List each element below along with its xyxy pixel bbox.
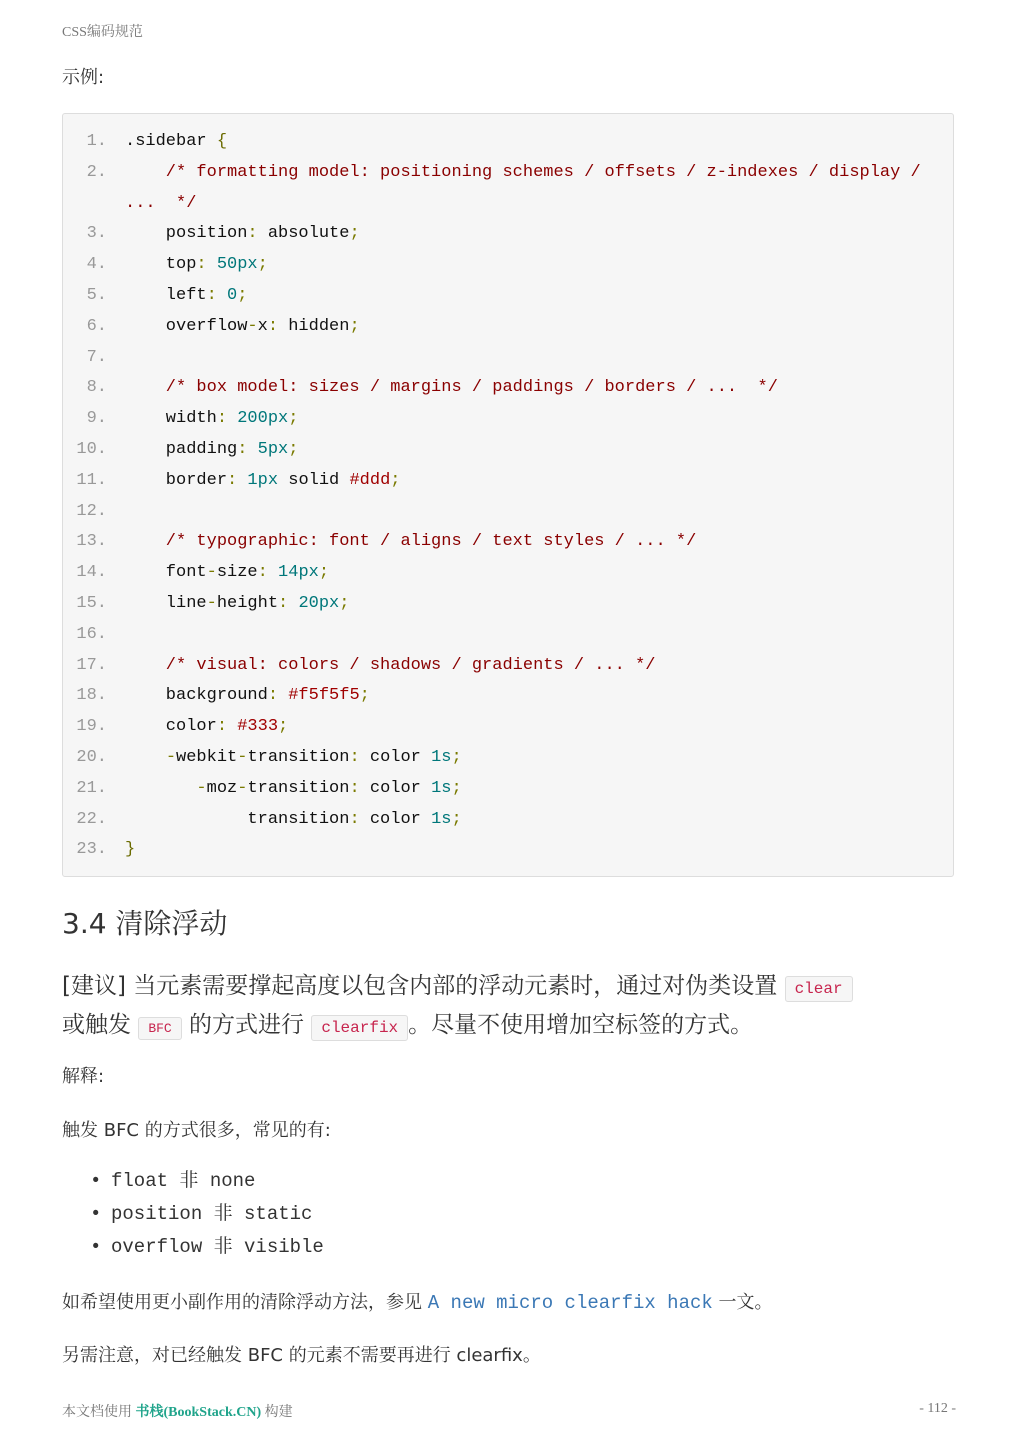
code-token: ; xyxy=(359,686,370,706)
code-line xyxy=(63,650,953,681)
code-token: transition xyxy=(247,778,350,798)
code-token: 1px xyxy=(237,470,279,490)
reference-paragraph xyxy=(62,1288,773,1314)
example-label: 示例: xyxy=(62,67,105,88)
code-token: height xyxy=(216,594,279,613)
code-text xyxy=(125,188,196,219)
code-token xyxy=(125,748,166,767)
code-token: /* visual: colors / shadows / gradients / ... */ xyxy=(125,655,656,675)
code-token: : xyxy=(237,440,248,459)
code-token: ; xyxy=(349,224,360,244)
reference-text: 如希望使用更小副作用的清除浮动方法，参见 xyxy=(62,1292,428,1313)
line-number: 16. xyxy=(76,624,107,644)
code-token: ; xyxy=(451,778,462,798)
code-token: : xyxy=(247,224,258,244)
code-line xyxy=(63,588,953,619)
micro-clearfix-link[interactable]: A new micro clearfix hack xyxy=(427,1292,713,1314)
code-text xyxy=(125,650,656,681)
code-token: line xyxy=(125,594,207,613)
code-token: ... */ xyxy=(125,193,197,213)
code-line xyxy=(63,126,953,157)
code-token: /* box model: sizes / margins / paddings / borders / ... */ xyxy=(125,378,778,398)
code-line xyxy=(63,372,953,403)
section-title: 3.4 清除浮动 xyxy=(62,907,228,940)
list-item: • overflow 非 visible xyxy=(62,1234,324,1267)
code-token: { xyxy=(216,132,228,151)
code-token: : xyxy=(216,717,228,737)
code-token: /* typographic: font / aligns / text styles / ... */ xyxy=(125,532,697,552)
code-token: ; xyxy=(318,563,330,583)
line-number: 3. xyxy=(86,224,107,244)
code-token: solid xyxy=(278,470,350,490)
line-number: 14. xyxy=(76,563,107,583)
code-line xyxy=(63,557,953,588)
note-paragraph: 另需注意，对已经触发 BFC 的元素不需要再进行 clearfix。 xyxy=(62,1345,541,1366)
code-token: : xyxy=(349,809,360,829)
footer-text: 本文档使用 xyxy=(62,1405,136,1420)
code-token: ; xyxy=(451,809,462,829)
list-item: • float 非 none xyxy=(62,1168,324,1201)
code-token: ; xyxy=(288,409,299,429)
code-line xyxy=(63,403,953,434)
code-line xyxy=(63,280,953,311)
line-number: 7. xyxy=(86,347,107,367)
code-token: : xyxy=(278,594,289,613)
code-token: padding xyxy=(125,440,238,459)
footer-brand-link[interactable]: 书栈(BookStack.CN) xyxy=(135,1405,262,1420)
bfc-trigger-list xyxy=(62,1168,324,1267)
code-text xyxy=(125,249,268,280)
code-token: transition xyxy=(125,809,350,829)
code-token: width xyxy=(125,409,217,429)
code-line xyxy=(63,465,953,496)
code-token: font xyxy=(125,563,207,583)
line-number: 19. xyxy=(76,717,107,737)
reference-text: 一文。 xyxy=(712,1292,773,1313)
inline-code-bfc: BFC xyxy=(138,1017,181,1040)
code-line xyxy=(63,526,953,557)
code-token: position xyxy=(125,224,248,244)
line-number: 18. xyxy=(76,686,107,706)
code-token: color xyxy=(359,778,432,798)
code-text xyxy=(125,834,135,865)
code-block xyxy=(62,113,954,877)
code-text xyxy=(125,157,921,188)
code-line xyxy=(63,218,953,249)
code-text xyxy=(125,557,329,588)
code-token: #333 xyxy=(227,717,279,737)
line-number: 10. xyxy=(76,440,107,459)
code-token: color xyxy=(359,809,432,829)
line-number: 9. xyxy=(86,409,107,429)
code-token: ; xyxy=(390,470,401,490)
code-token: ; xyxy=(349,316,360,336)
code-token: ; xyxy=(257,255,268,275)
code-token: 50px xyxy=(206,255,258,275)
line-number: 15. xyxy=(76,594,107,613)
explain-label: 解释: xyxy=(62,1066,105,1087)
line-number: 20. xyxy=(76,748,107,767)
code-token: - xyxy=(206,594,217,613)
line-number: 1. xyxy=(86,132,107,151)
code-token: 20px xyxy=(288,594,340,613)
suggestion-text: 的方式进行 xyxy=(181,1012,312,1038)
code-text xyxy=(125,742,462,773)
code-text xyxy=(125,680,370,711)
code-token: ; xyxy=(451,748,462,767)
line-number: 6. xyxy=(86,316,107,336)
code-token: ; xyxy=(237,286,248,305)
line-number: 11. xyxy=(76,470,107,490)
code-token: overflow xyxy=(125,316,248,336)
suggestion-paragraph xyxy=(62,968,954,1047)
code-text xyxy=(125,711,288,742)
code-text xyxy=(125,804,462,835)
code-token: : xyxy=(216,409,228,429)
suggestion-text: 。尽量不使用增加空标签的方式。 xyxy=(408,1012,754,1038)
code-token: - xyxy=(165,748,177,767)
code-token: - xyxy=(196,778,207,798)
code-token: : xyxy=(267,686,279,706)
code-token: border xyxy=(125,470,228,490)
inline-code-clear: clear xyxy=(785,976,853,1002)
code-text xyxy=(125,465,400,496)
line-number: 8. xyxy=(86,378,107,398)
code-line xyxy=(63,680,953,711)
code-token: - xyxy=(237,778,248,798)
code-token: : xyxy=(196,255,207,275)
code-token: left xyxy=(125,286,207,305)
code-line xyxy=(63,619,953,650)
code-line xyxy=(63,496,953,527)
code-token: ; xyxy=(339,594,350,613)
line-number: 4. xyxy=(86,255,107,275)
line-number: 22. xyxy=(76,809,107,829)
code-token: : xyxy=(349,778,360,798)
code-line xyxy=(63,157,953,188)
code-token: ; xyxy=(288,440,299,459)
line-number: 12. xyxy=(76,501,107,521)
code-token: color xyxy=(125,717,217,737)
code-token: 200px xyxy=(227,409,289,429)
code-token: - xyxy=(247,316,258,336)
code-token: 5px xyxy=(247,440,289,459)
inline-code-clearfix: clearfix xyxy=(311,1015,408,1041)
code-token: webkit xyxy=(176,748,238,767)
code-line xyxy=(63,742,953,773)
page-number: - 112 - xyxy=(919,1401,956,1416)
code-token: hidden xyxy=(278,316,350,336)
code-token: : xyxy=(267,316,279,336)
code-token: #ddd xyxy=(349,470,391,490)
code-text xyxy=(125,218,360,249)
code-token: #f5f5f5 xyxy=(278,686,360,706)
line-number: 5. xyxy=(86,286,107,305)
code-line xyxy=(63,434,953,465)
code-token: color xyxy=(359,748,432,767)
code-token: : xyxy=(206,286,217,305)
code-token: 1s xyxy=(431,778,452,798)
code-text xyxy=(125,588,349,619)
code-text xyxy=(125,311,360,342)
page-header: CSS编码规范 xyxy=(62,25,143,40)
code-token: : xyxy=(349,748,360,767)
code-token: - xyxy=(206,563,217,583)
code-text xyxy=(125,434,298,465)
code-token: size xyxy=(216,563,258,583)
code-token: absolute xyxy=(257,224,350,244)
code-token: moz xyxy=(206,778,238,798)
list-item: • position 非 static xyxy=(62,1201,324,1234)
code-line xyxy=(63,711,953,742)
code-token: 1s xyxy=(431,748,452,767)
code-token: : xyxy=(257,563,268,583)
code-token: 1s xyxy=(431,809,452,829)
code-line xyxy=(63,342,953,373)
bfc-intro: 触发 BFC 的方式很多，常见的有: xyxy=(62,1120,331,1141)
code-line xyxy=(63,804,953,835)
code-token: transition xyxy=(247,748,350,767)
code-token: : xyxy=(227,470,238,490)
code-token: ; xyxy=(278,717,289,737)
code-text xyxy=(125,526,696,557)
code-text xyxy=(125,372,778,403)
code-token: top xyxy=(125,255,197,275)
code-token: .sidebar xyxy=(125,132,217,151)
code-line xyxy=(63,188,953,219)
code-token: - xyxy=(237,748,248,767)
code-line xyxy=(63,773,953,804)
code-text xyxy=(125,126,227,157)
line-number: 23. xyxy=(76,840,107,860)
line-number: 17. xyxy=(76,655,107,675)
suggestion-text: 或触发 xyxy=(62,1012,139,1038)
line-number: 13. xyxy=(76,532,107,552)
code-line xyxy=(63,834,953,865)
code-token: 0 xyxy=(216,286,238,305)
code-token: background xyxy=(125,686,268,706)
code-token: /* formatting model: positioning schemes / offsets / z-indexes / display / xyxy=(125,162,921,182)
code-text xyxy=(125,403,298,434)
page-footer xyxy=(62,1401,956,1421)
code-token xyxy=(125,779,196,798)
line-number: 21. xyxy=(76,778,107,798)
code-text xyxy=(125,773,462,804)
suggestion-text: [建议] 当元素需要撑起高度以包含内部的浮动元素时，通过对伪类设置 xyxy=(62,973,785,999)
footer-text: 构建 xyxy=(261,1405,293,1420)
code-token: x xyxy=(257,316,268,336)
code-token: } xyxy=(125,840,136,860)
line-number: 2. xyxy=(86,162,107,182)
code-text xyxy=(125,280,247,311)
code-line xyxy=(63,249,953,280)
code-line xyxy=(63,311,953,342)
code-token: 14px xyxy=(267,563,319,583)
